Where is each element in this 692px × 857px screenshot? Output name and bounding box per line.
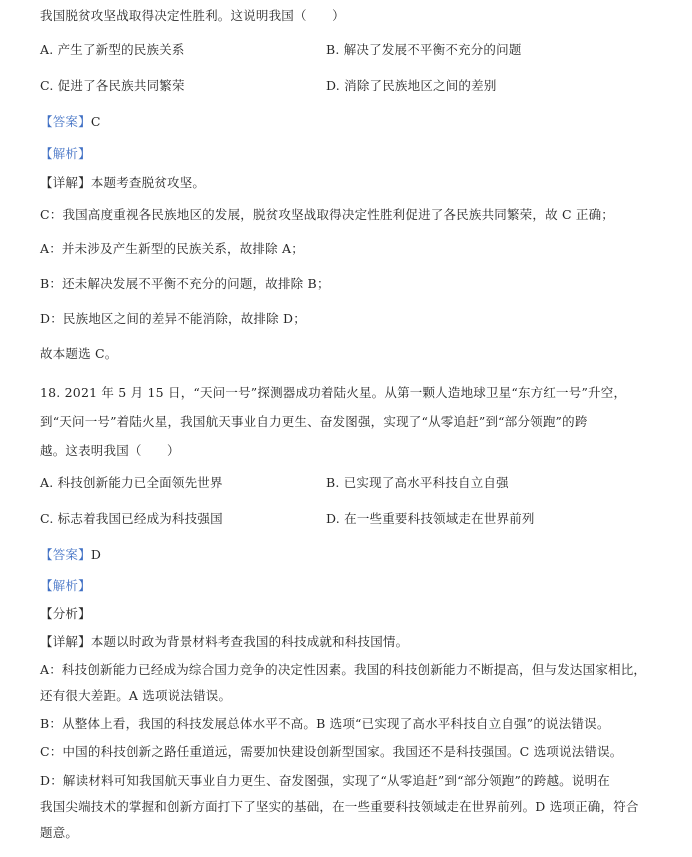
answer-value: D [90, 547, 102, 562]
q18-explain-a-line-1: A：科技创新能力已经成为综合国力竞争的决定性因素。我国的科技创新能力不断提高，但与发达国家相比， [40, 662, 647, 677]
answer-tag: 【答案】 [40, 547, 91, 562]
detail-tag: 【详解】 [40, 634, 91, 649]
q17-option-c: C. 促进了各民族共同繁荣 [40, 78, 185, 93]
q17-explain-a: A：并未涉及产生新型的民族关系，故排除 A； [40, 241, 304, 256]
answer-value: C [90, 114, 101, 129]
q18-explain-d-line-3: 题意。 [40, 825, 79, 840]
q18-explain-a-line-2: 还有很大差距。A 选项说法错误。 [40, 688, 232, 703]
q17-analysis-tag: 【解析】 [40, 146, 91, 161]
q18-option-a: A. 科技创新能力已全面领先世界 [40, 475, 223, 490]
q17-explain-d: D：民族地区之间的差异不能消除，故排除 D； [40, 311, 306, 326]
q18-fenxi-tag: 【分析】 [40, 606, 91, 621]
q18-explain-d-line-2: 我国尖端技术的掌握和创新方面打下了坚实的基础，在一些重要科技领域走在世界前列。D 选项正确，符合 [40, 799, 639, 814]
q17-option-a: A. 产生了新型的民族关系 [40, 42, 185, 57]
q17-explain-b: B：还未解决发展不平衡不充分的问题，故排除 B； [40, 276, 330, 291]
detail-intro: 本题以时政为背景材料考查我国的科技成就和科技国情。 [90, 634, 409, 649]
q18-option-d: D. 在一些重要科技领域走在世界前列 [326, 511, 535, 526]
q18-explain-c: C：中国的科技创新之路任重道远，需要加快建设创新型国家。我国还不是科技强国。C 选项说法错误。 [40, 744, 623, 759]
q18-analysis-tag: 【解析】 [40, 578, 91, 593]
q17-option-b: B. 解决了发展不平衡不充分的问题 [326, 42, 522, 57]
q18-explain-b: B：从整体上看，我国的科技发展总体水平不高。B 选项“已实现了高水平科技自立自强”的说法错误。 [40, 716, 610, 731]
detail-intro: 本题考查脱贫攻坚。 [90, 175, 206, 190]
answer-tag: 【答案】 [40, 114, 91, 129]
detail-tag: 【详解】 [40, 175, 91, 190]
q17-option-d: D. 消除了民族地区之间的差别 [326, 78, 497, 93]
q18-stem-line-2: 到“天问一号”着陆火星，我国航天事业自力更生、奋发图强，实现了“从零追赶”到“部分领跑”的跨 [40, 414, 588, 429]
q18-option-c: C. 标志着我国已经成为科技强国 [40, 511, 223, 526]
q18-detail [40, 634, 408, 650]
q17-answer [40, 114, 101, 130]
q18-stem-line-3: 越。这表明我国（ ） [40, 443, 180, 458]
q17-conclusion: 故本题选 C。 [40, 346, 118, 361]
q17-explain-c: C：我国高度重视各民族地区的发展，脱贫攻坚战取得决定性胜利促进了各民族共同繁荣，故 C 正确； [40, 207, 614, 222]
q17-stem: 我国脱贫攻坚战取得决定性胜利。这说明我国（ ） [40, 8, 345, 23]
q18-answer [40, 547, 101, 563]
q18-explain-d-line-1: D：解读材料可知我国航天事业自力更生、奋发图强，实现了“从零追赶”到“部分领跑”的跨越。说明在 [40, 773, 610, 788]
q18-option-b: B. 已实现了高水平科技自立自强 [326, 475, 509, 490]
q17-detail [40, 175, 205, 191]
q18-stem-line-1: 18. 2021 年 5 月 15 日，“天问一号”探测器成功着陆火星。从第一颗人造地球卫星“东方红一号”升空， [40, 385, 627, 400]
